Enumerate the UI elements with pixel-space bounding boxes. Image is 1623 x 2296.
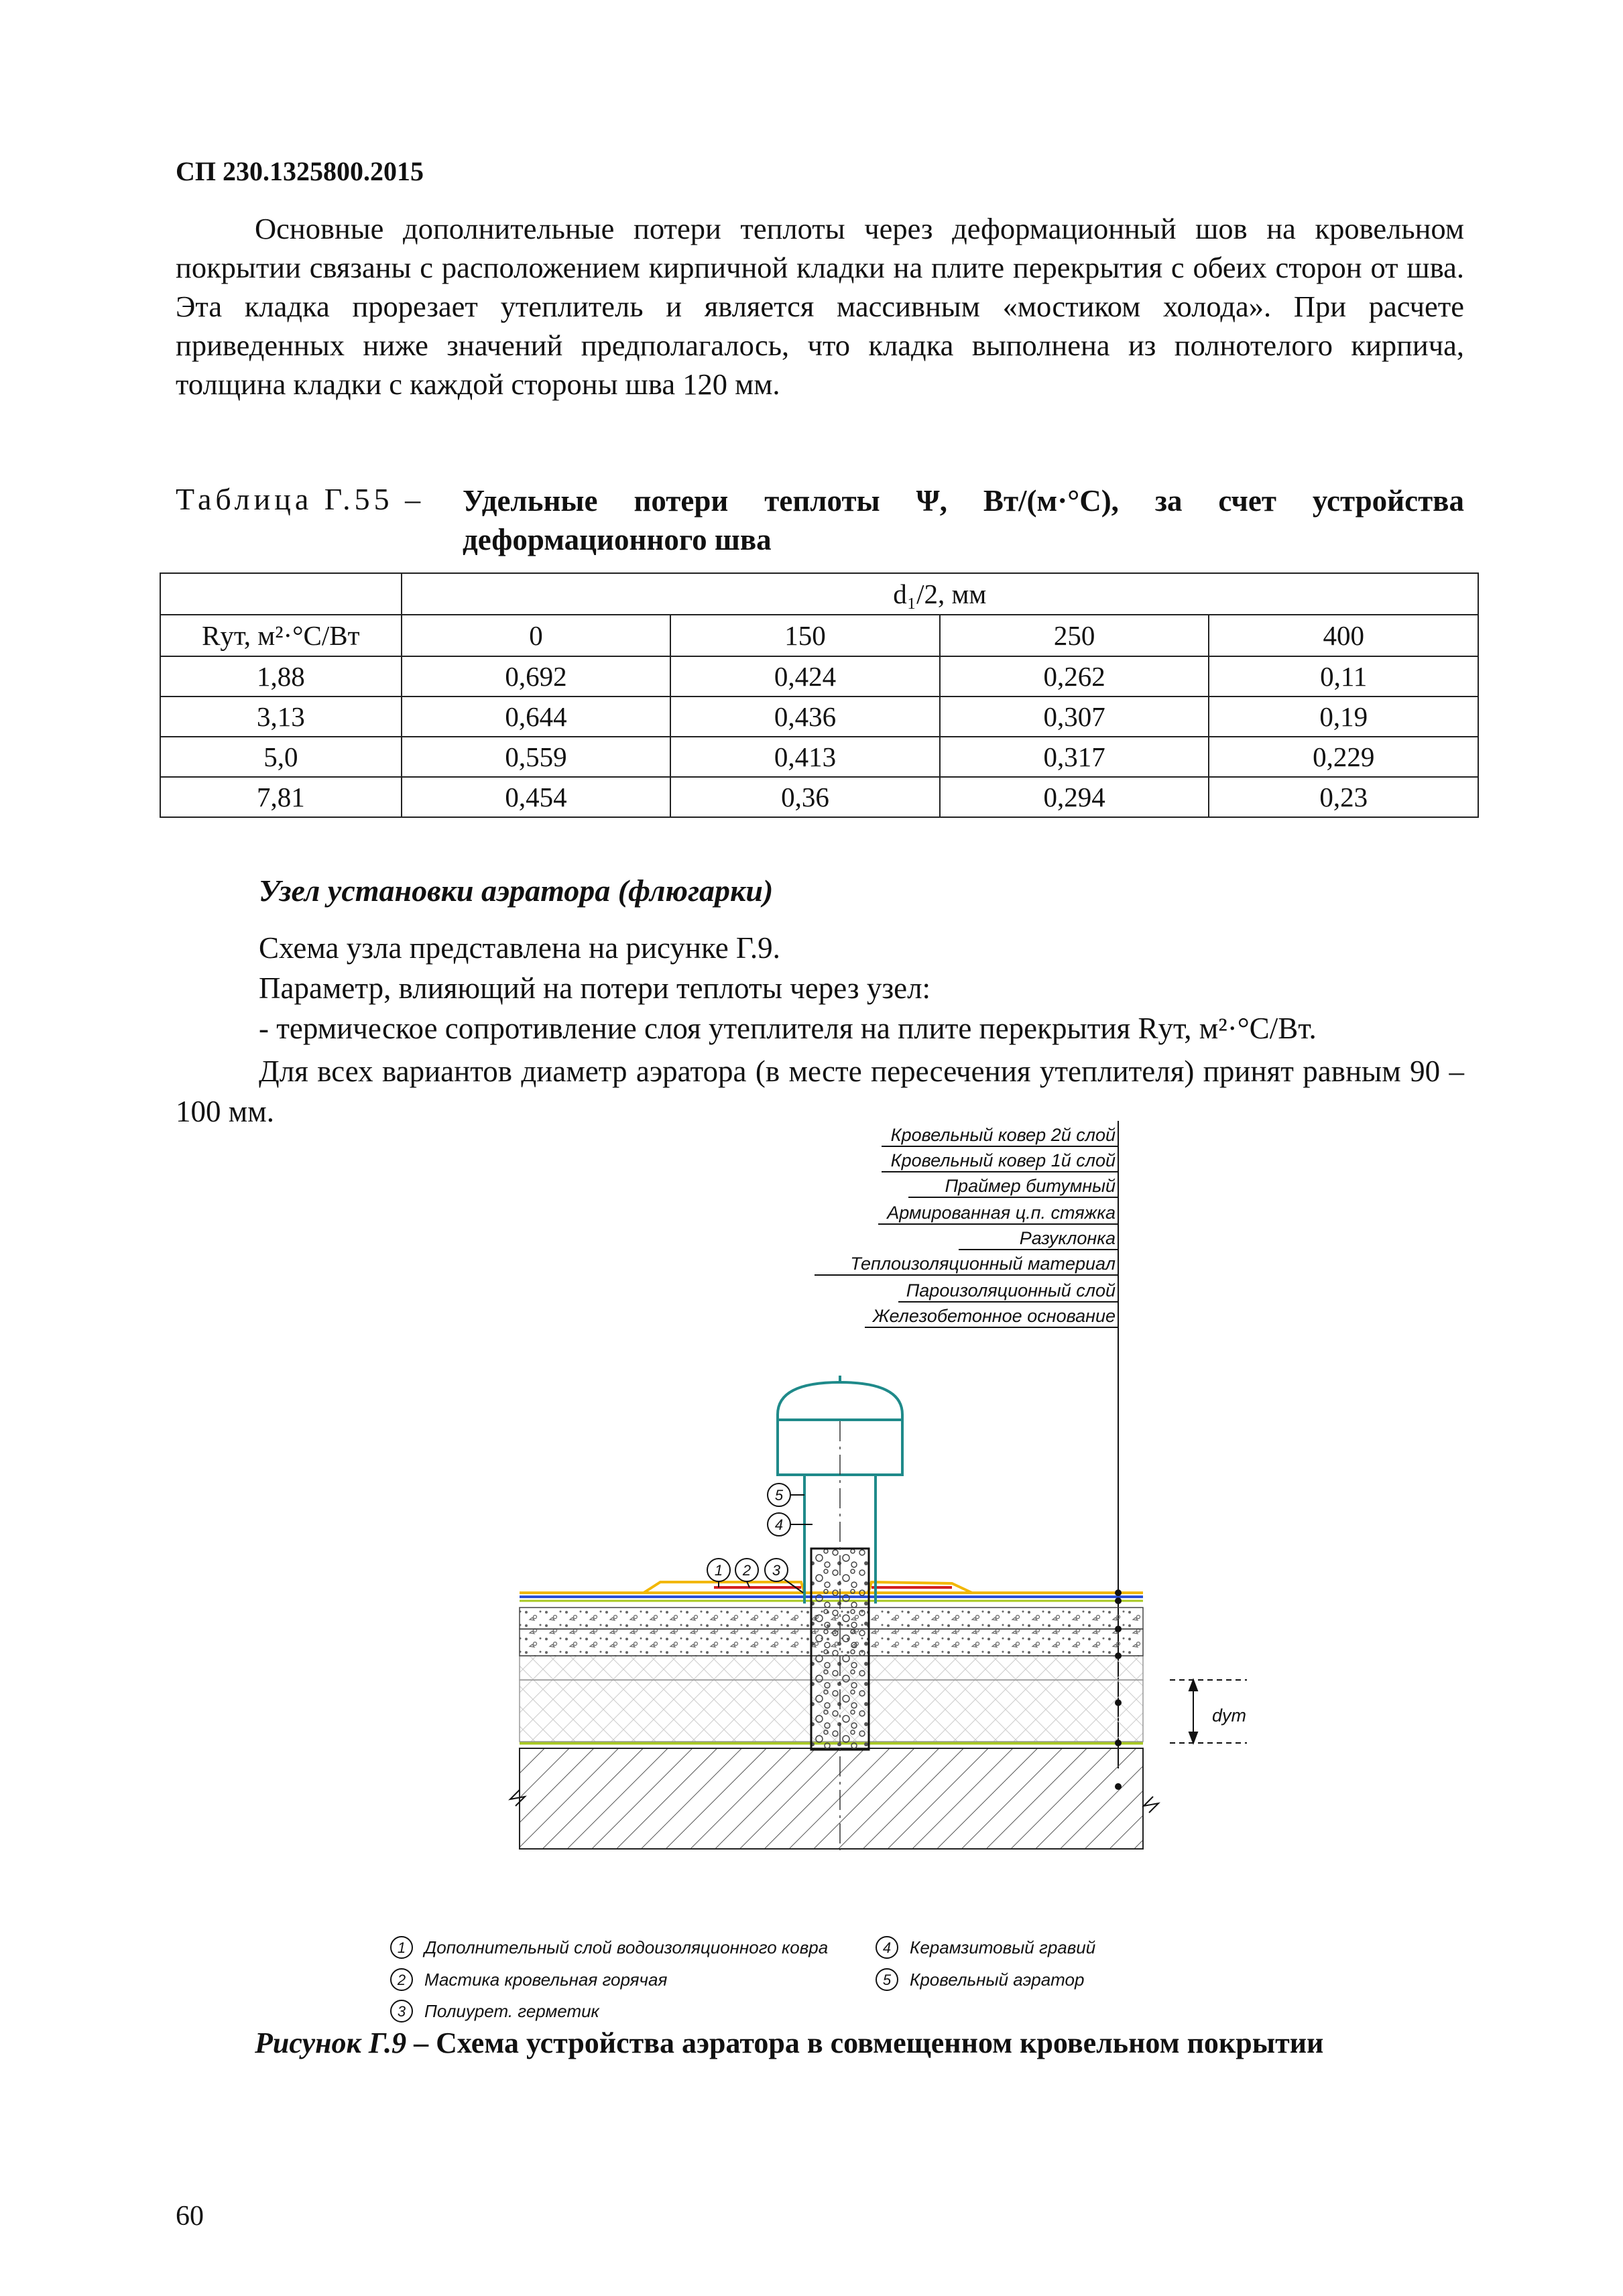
table-cell: 0,262 <box>940 656 1209 697</box>
legend-item: Керамзитовый гравий <box>910 1937 1096 1957</box>
table-cell: 0,23 <box>1209 777 1478 817</box>
callout-number: 2 <box>742 1562 752 1579</box>
table-cell: 0,692 <box>402 656 671 697</box>
row-label: 1,88 <box>160 656 402 697</box>
figure-legend <box>391 1937 1095 2022</box>
table-cell: 0,413 <box>670 737 940 777</box>
table-cell: 0,11 <box>1209 656 1478 697</box>
dimension-label: dут <box>1212 1705 1247 1726</box>
section-line-1: Схема узла представлена на рисунке Г.9. <box>259 931 780 965</box>
table-cell: 0,454 <box>402 777 671 817</box>
legend-item: Кровельный аэратор <box>910 1970 1085 1990</box>
legend-number: 5 <box>882 1972 892 1988</box>
col-header: 400 <box>1209 615 1478 656</box>
concrete-base <box>520 1748 1143 1849</box>
section-line-2: Параметр, влияющий на потери теплоты через узел: <box>259 971 931 1005</box>
table-cell: 0,36 <box>670 777 940 817</box>
figure-caption <box>255 2026 1323 2060</box>
callout-number: 3 <box>772 1562 781 1579</box>
layer-label: Кровельный ковер 1й слой <box>890 1150 1116 1170</box>
layer-label: Армированная ц.п. стяжка <box>887 1203 1116 1223</box>
legend-number: 3 <box>397 2003 406 2020</box>
table-cell: 0,317 <box>940 737 1209 777</box>
row-label: 3,13 <box>160 697 402 737</box>
section-paragraph: Для всех вариантов диаметр аэратора (в месте пересечения утеплителя) принят равным 90 – 100 мм. <box>176 1054 1464 1128</box>
table-cell: 0,294 <box>940 777 1209 817</box>
legend-number: 2 <box>397 1972 406 1988</box>
callout-number: 1 <box>714 1562 723 1579</box>
layer-label: Железобетонное основание <box>872 1306 1116 1326</box>
table-cell: 0,424 <box>670 656 940 697</box>
table-cell: 0,436 <box>670 697 940 737</box>
table-cell: 0,19 <box>1209 697 1478 737</box>
table-cell: 0,559 <box>402 737 671 777</box>
col-header: 0 <box>402 615 671 656</box>
intro-paragraph: Основные дополнительные потери теплоты через деформационный шов на кровельном покрытии связаны с расположением кирпичной кладки на плите перекрытия с обеих сторон от шва. Эта кладка прорезает утеплитель и является массивным «мостиком холода». При расчете приведенных ниже значений предполагалось, что кладка выполнена из полнотелого кирпича, толщина кладки с каждой стороны шва 120 мм. <box>176 212 1464 401</box>
legend-item: Полиурет. герметик <box>424 2001 599 2021</box>
row-label: 7,81 <box>160 777 402 817</box>
figure-caption-prefix: Рисунок Г.9 <box>255 2027 407 2059</box>
legend-item: Дополнительный слой водоизоляционного ковра <box>424 1937 829 1957</box>
layer-label: Праймер битумный <box>945 1176 1116 1196</box>
document-code: СП 230.1325800.2015 <box>176 156 424 186</box>
table-cell: 0,644 <box>402 697 671 737</box>
roof-section <box>510 1376 1247 1850</box>
table-cell: 0,229 <box>1209 737 1478 777</box>
legend-item: Мастика кровельная горячая <box>424 1970 668 1990</box>
section-title: Узел установки аэратора (флюгарки) <box>259 873 774 908</box>
legend-number: 4 <box>882 1939 892 1956</box>
table-cell: 0,307 <box>940 697 1209 737</box>
col-header: 250 <box>940 615 1209 656</box>
row-label: 5,0 <box>160 737 402 777</box>
col-header: 150 <box>670 615 940 656</box>
callout-number: 4 <box>774 1516 784 1533</box>
callouts <box>707 1484 813 1593</box>
section-line-3: - термическое сопротивление слоя утеплителя на плите перекрытия Rут, м²·°С/Вт. <box>259 1012 1317 1045</box>
callout-number: 5 <box>774 1487 784 1504</box>
page-number: 60 <box>176 2201 204 2232</box>
row-header: Rут, м²·°С/Вт <box>160 615 402 656</box>
layer-label: Кровельный ковер 2й слой <box>890 1125 1116 1145</box>
table-caption-title: Удельные потери теплоты Ψ, Вт/(м·°С), за счет устройства деформационного шва <box>463 484 1464 556</box>
figure-caption-text: – Схема устройства аэратора в совмещенном кровельном покрытии <box>406 2027 1324 2059</box>
layer-label: Разуклонка <box>1019 1228 1116 1248</box>
legend-number: 1 <box>397 1939 406 1956</box>
table-caption-prefix: Таблица Г.55 – <box>176 482 425 516</box>
layer-label: Теплоизоляционный материал <box>850 1254 1116 1274</box>
layer-label: Пароизоляционный слой <box>906 1280 1116 1301</box>
col-group-header: d₁/2, мм <box>402 573 1478 615</box>
